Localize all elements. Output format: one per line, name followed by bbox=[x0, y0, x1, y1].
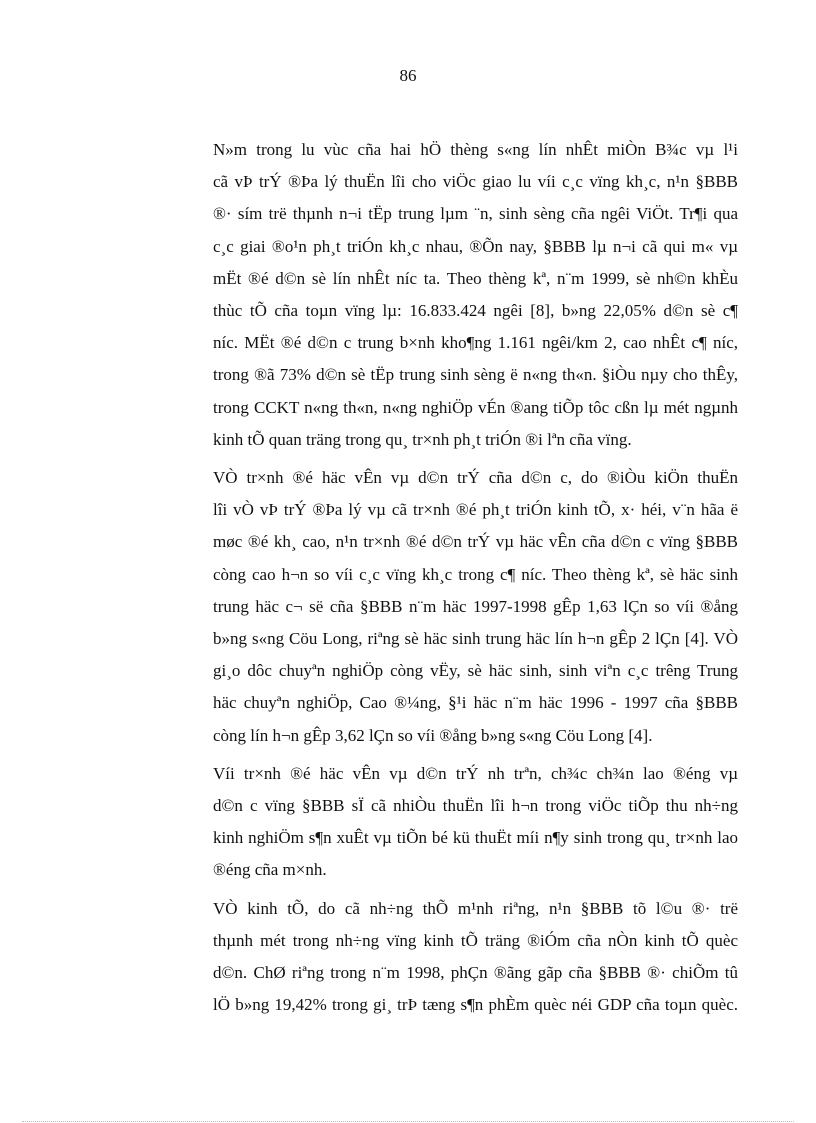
page-bottom-border bbox=[22, 1121, 794, 1122]
text-line: b»ng s«ng Cöu Long, riªng sè häc sinh trung häc lín h¬n gÊp 2 lÇn [4]. VÒ bbox=[213, 629, 738, 649]
text-line: c¸c giai ®o¹n ph¸t triÓn kh¸c nhau, ®Õn nay, §BBB lµ n¬i cã qui m« vµ bbox=[213, 236, 738, 256]
text-line: thµnh mét trong nh÷ng vïng kinh tÕ träng ®iÓm cña nÒn kinh tÕ quèc bbox=[213, 930, 738, 950]
paragraph-labor bbox=[156, 758, 738, 887]
text-line: kinh nghiÖm s¶n xuÊt vµ tiÕn bé kü thuËt míi n¶y sinh trong qu¸ tr×nh lao bbox=[213, 828, 738, 848]
paragraph-education bbox=[156, 462, 738, 752]
text-line: häc chuyªn nghiÖp, Cao ®¼ng, §¹i häc n¨m häc 1996 - 1997 cña §BBB bbox=[213, 693, 738, 713]
page-number: 86 bbox=[399, 66, 417, 85]
text-line: cã vÞ trÝ ®Þa lý thuËn lîi cho viÖc giao lu víi c¸c vïng kh¸c, n¹n §BBB bbox=[213, 172, 738, 192]
text-line: trong ®ã 73% d©n sè tËp trung sinh sèng ë n«ng th«n. §iÒu nµy cho thÊy, bbox=[213, 365, 738, 385]
text-line: mËt ®é d©n sè lín nhÊt níc ta. Theo thèng kª, n¨m 1999, sè nh©n khÈu bbox=[213, 268, 738, 288]
text-line: thùc tÕ cña toµn vïng lµ: 16.833.424 ngêi [8], b»ng 22,05% d©n sè c¶ bbox=[213, 301, 738, 321]
text-line: N»m trong lu vùc cña hai hÖ thèng s«ng lín nhÊt miÒn B¾c vµ l¹i bbox=[213, 140, 738, 159]
text-line: lîi vÒ vÞ trÝ ®Þa lý vµ cã tr×nh ®é ph¸t triÓn kinh tÕ, x· héi, v¨n hãa ë bbox=[213, 500, 738, 520]
text-line: còng cao h¬n so víi c¸c vïng kh¸c trong c¶ níc. Theo thèng kª, sè häc sinh bbox=[213, 564, 738, 584]
body-text bbox=[156, 134, 738, 1021]
text-line: ®· sím trë thµnh n¬i tËp trung lµm ¨n, sinh sèng cña ngêi ViÖt. Tr¶i qua bbox=[213, 204, 738, 224]
text-line: d©n. ChØ riªng trong n¨m 1998, phÇn ®ãng gãp cña §BBB ®· chiÕm tû bbox=[213, 963, 738, 983]
text-line: møc ®é kh¸ cao, n¹n tr×nh ®é d©n trÝ vµ häc vÊn cña d©n c vïng §BBB bbox=[213, 532, 738, 552]
text-line: VÒ tr×nh ®é häc vÊn vµ d©n trÝ cña d©n c, do ®iÒu kiÖn thuËn bbox=[213, 468, 738, 488]
paragraph-economy bbox=[156, 893, 738, 1022]
text-line: còng lín h¬n gÊp 3,62 lÇn so víi ®ång b»ng s«ng Cöu Long [4]. bbox=[213, 725, 653, 745]
text-line: Víi tr×nh ®é häc vÊn vµ d©n trÝ nh trªn, ch¾c ch¾n lao ®éng vµ bbox=[213, 763, 738, 783]
text-line: kinh tÕ quan träng trong qu¸ tr×nh ph¸t triÓn ®i lªn cña vïng. bbox=[213, 429, 632, 449]
text-line: lÖ b»ng 19,42% trong gi¸ trÞ tæng s¶n phÈm quèc néi GDP cña toµn quèc. bbox=[213, 995, 738, 1015]
text-line: ®éng cña m×nh. bbox=[213, 860, 327, 880]
text-line: trung häc c¬ së cña §BBB n¨m häc 1997-1998 gÊp 1,63 lÇn so víi ®ång bbox=[213, 596, 738, 616]
text-line: VÒ kinh tÕ, do cã nh÷ng thÕ m¹nh riªng, n¹n §BBB tõ l©u ®· trë bbox=[213, 898, 738, 918]
text-line: d©n c vïng §BBB sÏ cã nhiÒu thuËn lîi h¬n trong viÖc tiÕp thu nh÷ng bbox=[213, 796, 738, 816]
text-line: trong CCKT n«ng th«n, n«ng nghiÖp vÉn ®ang tiÕp tôc cßn lµ mét ngµnh bbox=[213, 397, 738, 417]
text-line: níc. MËt ®é d©n c trung b×nh kho¶ng 1.161 ngêi/km 2, cao nhÊt c¶ níc, bbox=[213, 333, 738, 353]
paragraph-population bbox=[156, 134, 738, 456]
text-line: gi¸o dôc chuyªn nghiÖp còng vËy, sè häc sinh, sinh viªn c¸c trêng Trung bbox=[213, 661, 738, 681]
